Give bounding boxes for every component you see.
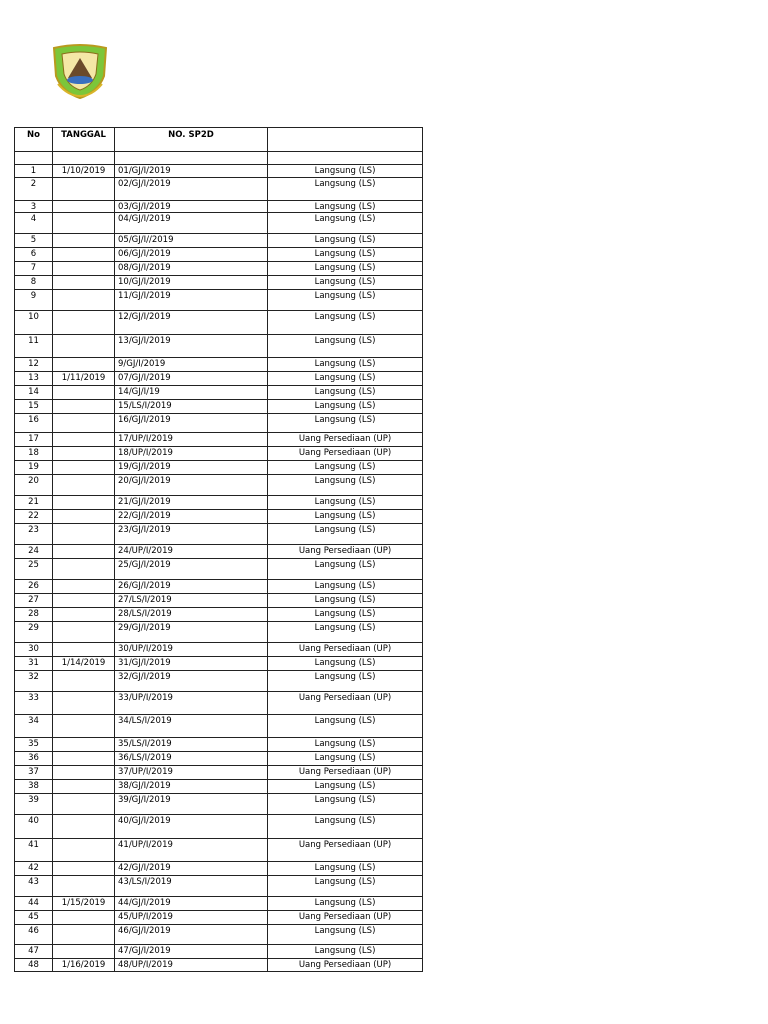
no-cell: 22 [15,510,53,524]
tanggal-cell [53,766,115,780]
sp2d-cell: 45/UP/I/2019 [115,911,268,925]
tanggal-cell [53,290,115,311]
sp2d-cell: 05/GJ/I//2019 [115,234,268,248]
sp2d-cell: 38/GJ/I/2019 [115,780,268,794]
keterangan-cell: Uang Persediaan (UP) [268,911,423,925]
sp2d-cell: 07/GJ/I/2019 [115,372,268,386]
table-row [15,358,423,372]
table-row [15,311,423,335]
tanggal-cell [53,311,115,335]
header-keterangan [268,128,423,152]
blank-cell [15,152,53,165]
tanggal-cell [53,715,115,738]
sp2d-cell: 29/GJ/I/2019 [115,622,268,643]
tanggal-cell [53,925,115,945]
tanggal-cell [53,945,115,959]
tanggal-cell [53,794,115,815]
no-cell: 17 [15,433,53,447]
keterangan-cell: Langsung (LS) [268,213,423,234]
keterangan-cell: Uang Persediaan (UP) [268,433,423,447]
no-cell: 26 [15,580,53,594]
tanggal-cell [53,414,115,433]
tanggal-cell [53,622,115,643]
keterangan-cell: Langsung (LS) [268,372,423,386]
tanggal-cell [53,386,115,400]
table-row [15,447,423,461]
blank-cell [268,152,423,165]
table-row [15,897,423,911]
no-cell: 45 [15,911,53,925]
table-row [15,580,423,594]
no-cell: 39 [15,794,53,815]
tanggal-cell [53,248,115,262]
tanggal-cell [53,643,115,657]
sp2d-cell: 19/GJ/I/2019 [115,461,268,475]
table-row [15,262,423,276]
sp2d-cell: 40/GJ/I/2019 [115,815,268,839]
keterangan-cell: Langsung (LS) [268,234,423,248]
tanggal-cell [53,262,115,276]
keterangan-cell: Langsung (LS) [268,876,423,897]
sp2d-cell: 26/GJ/I/2019 [115,580,268,594]
sp2d-cell: 25/GJ/I/2019 [115,559,268,580]
no-cell: 13 [15,372,53,386]
tanggal-cell: 1/16/2019 [53,959,115,972]
no-cell: 44 [15,897,53,911]
table-row [15,911,423,925]
keterangan-cell: Langsung (LS) [268,475,423,496]
keterangan-cell: Langsung (LS) [268,248,423,262]
sp2d-cell: 44/GJ/I/2019 [115,897,268,911]
tanggal-cell [53,594,115,608]
tanggal-cell [53,358,115,372]
table-row [15,400,423,414]
no-cell: 3 [15,201,53,213]
tanggal-cell [53,276,115,290]
sp2d-cell: 04/GJ/I/2019 [115,213,268,234]
keterangan-cell: Uang Persediaan (UP) [268,447,423,461]
no-cell: 43 [15,876,53,897]
table-row [15,201,423,213]
sp2d-cell: 24/UP/I/2019 [115,545,268,559]
no-cell: 46 [15,925,53,945]
table-row [15,386,423,400]
sp2d-cell: 33/UP/I/2019 [115,692,268,715]
table-row [15,780,423,794]
sp2d-cell: 13/GJ/I/2019 [115,335,268,358]
tanggal-cell [53,433,115,447]
keterangan-cell: Langsung (LS) [268,524,423,545]
blank-cell [115,152,268,165]
tanggal-cell [53,524,115,545]
keterangan-cell: Langsung (LS) [268,897,423,911]
table-row [15,234,423,248]
regency-emblem-logo [48,40,112,100]
no-cell: 30 [15,643,53,657]
sp2d-cell: 36/LS/I/2019 [115,752,268,766]
tanggal-cell [53,496,115,510]
sp2d-cell: 47/GJ/I/2019 [115,945,268,959]
keterangan-cell: Langsung (LS) [268,594,423,608]
table-row [15,414,423,433]
tanggal-cell [53,213,115,234]
no-cell: 40 [15,815,53,839]
tanggal-cell [53,335,115,358]
keterangan-cell: Langsung (LS) [268,165,423,178]
keterangan-cell: Langsung (LS) [268,671,423,692]
keterangan-cell: Langsung (LS) [268,580,423,594]
no-cell: 23 [15,524,53,545]
sp2d-cell: 43/LS/I/2019 [115,876,268,897]
sp2d-cell: 23/GJ/I/2019 [115,524,268,545]
no-cell: 10 [15,311,53,335]
table-row [15,290,423,311]
tanggal-cell [53,447,115,461]
table-row [15,862,423,876]
table-row [15,794,423,815]
keterangan-cell: Langsung (LS) [268,752,423,766]
no-cell: 15 [15,400,53,414]
keterangan-cell: Langsung (LS) [268,496,423,510]
no-cell: 31 [15,657,53,671]
keterangan-cell: Langsung (LS) [268,386,423,400]
table-row [15,559,423,580]
table-row [15,671,423,692]
tanggal-cell [53,752,115,766]
tanggal-cell: 1/15/2019 [53,897,115,911]
keterangan-cell: Langsung (LS) [268,657,423,671]
sp2d-cell: 35/LS/I/2019 [115,738,268,752]
no-cell: 25 [15,559,53,580]
sp2d-cell: 22/GJ/I/2019 [115,510,268,524]
tanggal-cell [53,510,115,524]
table-row [15,461,423,475]
keterangan-cell: Langsung (LS) [268,414,423,433]
sp2d-cell: 03/GJ/I/2019 [115,201,268,213]
sp2d-cell: 9/GJ/I/2019 [115,358,268,372]
sp2d-cell: 10/GJ/I/2019 [115,276,268,290]
table-row [15,622,423,643]
table-row [15,738,423,752]
tanggal-cell [53,876,115,897]
tanggal-cell [53,780,115,794]
no-cell: 21 [15,496,53,510]
no-cell: 9 [15,290,53,311]
table-row [15,839,423,862]
table-row [15,248,423,262]
table-body [15,152,423,972]
table-row [15,594,423,608]
table-row [15,475,423,496]
no-cell: 6 [15,248,53,262]
sp2d-cell: 11/GJ/I/2019 [115,290,268,311]
sp2d-cell: 12/GJ/I/2019 [115,311,268,335]
keterangan-cell: Langsung (LS) [268,201,423,213]
table-row [15,510,423,524]
tanggal-cell [53,671,115,692]
table-row [15,178,423,201]
tanggal-cell [53,911,115,925]
no-cell: 42 [15,862,53,876]
keterangan-cell: Langsung (LS) [268,738,423,752]
table-row [15,165,423,178]
keterangan-cell: Langsung (LS) [268,925,423,945]
tanggal-cell: 1/14/2019 [53,657,115,671]
table-row [15,335,423,358]
sp2d-cell: 16/GJ/I/2019 [115,414,268,433]
tanggal-cell [53,234,115,248]
no-cell: 16 [15,414,53,433]
sp2d-cell: 14/GJ/I/19 [115,386,268,400]
no-cell: 20 [15,475,53,496]
sp2d-cell: 17/UP/I/2019 [115,433,268,447]
no-cell: 37 [15,766,53,780]
sp2d-cell: 15/LS/I/2019 [115,400,268,414]
keterangan-cell: Uang Persediaan (UP) [268,766,423,780]
no-cell: 14 [15,386,53,400]
sp2d-cell: 20/GJ/I/2019 [115,475,268,496]
keterangan-cell: Uang Persediaan (UP) [268,839,423,862]
sp2d-cell: 27/LS/I/2019 [115,594,268,608]
tanggal-cell: 1/11/2019 [53,372,115,386]
keterangan-cell: Langsung (LS) [268,311,423,335]
table-row [15,959,423,972]
tanggal-cell [53,475,115,496]
keterangan-cell: Uang Persediaan (UP) [268,643,423,657]
keterangan-cell: Langsung (LS) [268,715,423,738]
tanggal-cell [53,608,115,622]
keterangan-cell: Langsung (LS) [268,335,423,358]
keterangan-cell: Langsung (LS) [268,358,423,372]
keterangan-cell: Langsung (LS) [268,862,423,876]
keterangan-cell: Langsung (LS) [268,815,423,839]
table-row [15,433,423,447]
no-cell: 34 [15,715,53,738]
keterangan-cell: Langsung (LS) [268,400,423,414]
no-cell: 27 [15,594,53,608]
table-row [15,608,423,622]
tanggal-cell [53,545,115,559]
sp2d-cell: 41/UP/I/2019 [115,839,268,862]
table-row [15,213,423,234]
keterangan-cell: Langsung (LS) [268,461,423,475]
no-cell: 1 [15,165,53,178]
sp2d-cell: 21/GJ/I/2019 [115,496,268,510]
tanggal-cell [53,862,115,876]
no-cell: 28 [15,608,53,622]
table-row [15,692,423,715]
sp2d-cell: 18/UP/I/2019 [115,447,268,461]
no-cell: 48 [15,959,53,972]
blank-cell [53,152,115,165]
table-row [15,815,423,839]
table-row [15,276,423,290]
no-cell: 35 [15,738,53,752]
tanggal-cell [53,815,115,839]
sp2d-cell: 48/UP/I/2019 [115,959,268,972]
no-cell: 18 [15,447,53,461]
sp2d-cell: 30/UP/I/2019 [115,643,268,657]
no-cell: 8 [15,276,53,290]
sp2d-cell: 39/GJ/I/2019 [115,794,268,815]
tanggal-cell [53,738,115,752]
table-row [15,545,423,559]
sp2d-cell: 46/GJ/I/2019 [115,925,268,945]
keterangan-cell: Langsung (LS) [268,290,423,311]
sp2d-cell: 28/LS/I/2019 [115,608,268,622]
sp2d-cell: 01/GJ/I/2019 [115,165,268,178]
tanggal-cell [53,692,115,715]
no-cell: 38 [15,780,53,794]
keterangan-cell: Langsung (LS) [268,178,423,201]
no-cell: 19 [15,461,53,475]
keterangan-cell: Langsung (LS) [268,276,423,290]
sp2d-cell: 06/GJ/I/2019 [115,248,268,262]
tanggal-cell [53,559,115,580]
sp2d-cell: 42/GJ/I/2019 [115,862,268,876]
no-cell: 29 [15,622,53,643]
sp2d-cell: 34/LS/I/2019 [115,715,268,738]
tanggal-cell [53,400,115,414]
no-cell: 11 [15,335,53,358]
table-row [15,643,423,657]
no-cell: 5 [15,234,53,248]
sp2d-cell: 08/GJ/I/2019 [115,262,268,276]
keterangan-cell: Langsung (LS) [268,510,423,524]
table-row [15,925,423,945]
no-cell: 36 [15,752,53,766]
no-cell: 41 [15,839,53,862]
table-row [15,945,423,959]
blank-row [15,152,423,165]
table-row [15,524,423,545]
header-tanggal: TANGGAL [53,128,115,152]
tanggal-cell [53,580,115,594]
tanggal-cell [53,461,115,475]
keterangan-cell: Langsung (LS) [268,945,423,959]
sp2d-table [14,127,423,972]
table-row [15,715,423,738]
no-cell: 33 [15,692,53,715]
keterangan-cell: Langsung (LS) [268,794,423,815]
header-no: No [15,128,53,152]
no-cell: 47 [15,945,53,959]
table-row [15,752,423,766]
sp2d-cell: 02/GJ/I/2019 [115,178,268,201]
keterangan-cell: Uang Persediaan (UP) [268,692,423,715]
tanggal-cell [53,178,115,201]
keterangan-cell: Langsung (LS) [268,559,423,580]
table-row [15,372,423,386]
table-row [15,496,423,510]
no-cell: 32 [15,671,53,692]
no-cell: 12 [15,358,53,372]
keterangan-cell: Langsung (LS) [268,622,423,643]
keterangan-cell: Langsung (LS) [268,780,423,794]
tanggal-cell: 1/10/2019 [53,165,115,178]
no-cell: 24 [15,545,53,559]
tanggal-cell [53,201,115,213]
no-cell: 7 [15,262,53,276]
tanggal-cell [53,839,115,862]
keterangan-cell: Uang Persediaan (UP) [268,545,423,559]
sp2d-cell: 37/UP/I/2019 [115,766,268,780]
no-cell: 4 [15,213,53,234]
table-row [15,876,423,897]
sp2d-cell: 32/GJ/I/2019 [115,671,268,692]
table-row [15,766,423,780]
table-header-row [15,128,423,152]
table-row [15,657,423,671]
keterangan-cell: Langsung (LS) [268,608,423,622]
sp2d-cell: 31/GJ/I/2019 [115,657,268,671]
no-cell: 2 [15,178,53,201]
keterangan-cell: Uang Persediaan (UP) [268,959,423,972]
keterangan-cell: Langsung (LS) [268,262,423,276]
header-sp2d: NO. SP2D [115,128,268,152]
